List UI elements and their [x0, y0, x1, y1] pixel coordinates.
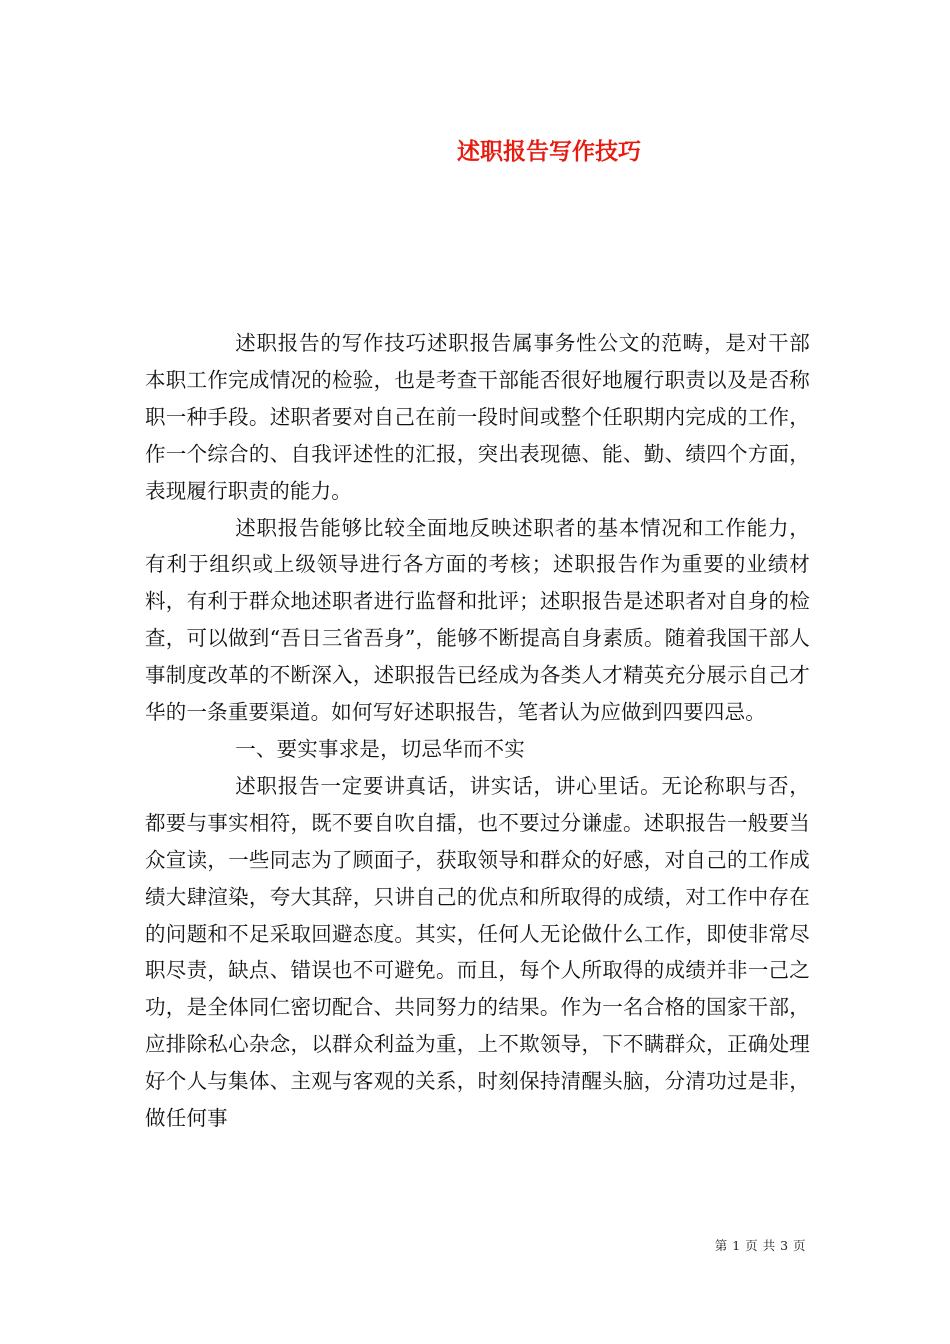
document-body [145, 325, 810, 1137]
document-title: 述职报告写作技巧 [457, 139, 641, 165]
page-footer: 第 1 页 共 3 页 [714, 1238, 806, 1253]
paragraph-purpose: 述职报告能够比较全面地反映述职者的基本情况和工作能力，有利于组织或上级领导进行各方面的考核；述职报告作为重要的业绩材料，有利于群众地述职者进行监督和批评；述职报告是述职者对自身的检查，可以做到“吾日三省吾身”，能够不断提高自身素质。随着我国干部人事制度改革的不断深入，述职报告已经成为各类人才精英充分展示自己才华的一条重要渠道。如何写好述职报告，笔者认为应做到四要四忌。 [145, 515, 810, 725]
paragraph-section-1: 述职报告一定要讲真话，讲实话，讲心里话。无论称职与否，都要与事实相符，既不要自吹自擂，也不要过分谦虚。述职报告一般要当众宣读，一些同志为了顾面子，获取领导和群众的好感，对自己的工作成绩大肆渲染，夸大其辞，只讲自己的优点和所取得的成绩，对工作中存在的问题和不足采取回避态度。其实，任何人无论做什么工作，即使非常尽职尽责，缺点、错误也不可避免。而且，每个人所取得的成绩并非一己之功，是全体同仁密切配合、共同努力的结果。作为一名合格的国家干部，应排除私心杂念，以群众利益为重，上不欺领导，下不瞒群众，正确处理好个人与集体、主观与客观的关系，时刻保持清醒头脑，分清功过是非，做任何事 [145, 773, 810, 1131]
section-heading-1: 一、要实事求是，切忌华而不实 [235, 736, 525, 761]
paragraph-intro: 述职报告的写作技巧述职报告属事务性公文的范畴，是对干部本职工作完成情况的检验，也是考查干部能否很好地履行职责以及是否称职一种手段。述职者要对自己在前一段时间或整个任职期内完成的工作，作一个综合的、自我评述性的汇报，突出表现德、能、勤、绩四个方面，表现履行职责的能力。 [145, 331, 810, 503]
